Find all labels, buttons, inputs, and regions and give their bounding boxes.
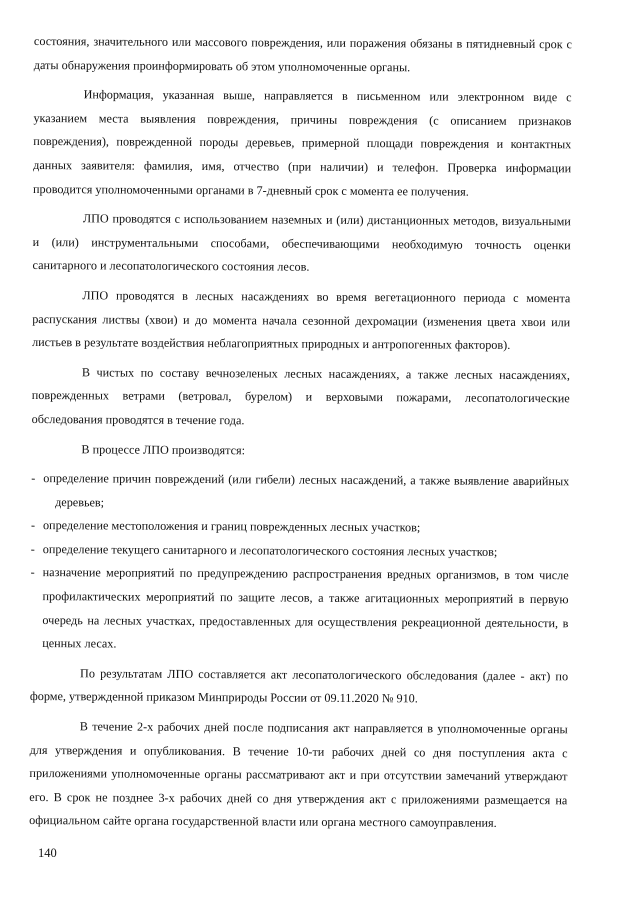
list-item xyxy=(31,538,569,565)
list-item xyxy=(30,561,569,659)
paragraph-information: Информация, указанная выше, направляется в письменном или электронном виде с указанием места выявления повреждения, причины повреждения (с описанием признаков повреждения), поврежденной породы деревьев, примерной площади повреждения и контактных данных заявителя: фамилия, имя, отчество (при наличии) и телефон. Проверка информации проводится уполномоченными органами в 7-дневный срок с момента ее получения. xyxy=(32,87,572,199)
list-dash: - xyxy=(30,541,35,556)
list-item xyxy=(31,467,569,517)
paragraph-act: По результатам ЛПО составляется акт лесопатологического обследования (далее - акт) по форме, утвержденной приказом Минприроды России от 09.11.2020 № 910. xyxy=(29,666,569,706)
list-item-text: назначение мероприятий по предупреждению распространения вредных организмов, в том числе профилактических мероприятий по защите лесов, а также агитационных мероприятий в первую очередь на лесных участках, предоставленных для осуществления рекреационной деятельности, в ценных лесах. xyxy=(42,565,569,651)
list-dash: - xyxy=(30,518,36,533)
page-number: 140 xyxy=(38,846,57,860)
paragraph-evergreen: В чистых по составу вечнозеленых лесных насаждениях, а также лесных насаждениях, поврежденных ветрами (ветровал, бурелом) и верховыми пожарами, лесопатологические обследования проводятся в течение года. xyxy=(31,365,570,428)
list-dash: - xyxy=(30,565,35,580)
paragraph-list-intro: В процессе ЛПО производятся: xyxy=(81,441,246,457)
list-dash: - xyxy=(31,471,36,486)
list-item-text: определение местоположения и границ поврежденных лесных участков; xyxy=(42,518,421,535)
list-item xyxy=(31,514,569,541)
paragraph-methods: ЛПО проводятся с использованием наземных и (или) дистанционных методов, визуальными и (или) инструментальными способами, обеспечивающими необходимую точность оценки санитарного и лесопатологического состояния лесов. xyxy=(32,211,571,275)
activities-list xyxy=(30,467,569,659)
paragraph-approval: В течение 2-х рабочих дней после подписания акт направляется в уполномоченные органы для утверждения и опубликования. В течение 10-ти рабочих дней со дня поступления акта с приложениями уполномоченные органы рассматривают акт и при отсутствии замечаний утверждают его. В срок не позднее 3-х рабочих дней со дня утверждения акт с приложениями размещается на официальном сайте органа государственной власти или органа местного самоуправления. xyxy=(29,719,568,831)
list-item-text: определение текущего санитарного и лесопатологического состояния лесных участков; xyxy=(42,541,498,559)
document-page xyxy=(29,30,572,842)
paragraph-continuation: состояния, значительного или массового повреждения, или поражения обязаны в пятидневный срок с даты обнаружения проинформировать об этом уполномоченные органы. xyxy=(33,33,572,74)
paragraph-period: ЛПО проводятся в лесных насаждениях во время вегетационного периода с момента распускания листвы (хвои) и до момента начала сезонной дехромации (изменения цвета хвои или листьев в результате воздействия неблагоприятных природных и антропогенных факторов). xyxy=(32,288,571,353)
list-item-text: определение причин повреждений (или гибели) лесных насаждений, а также выявление аварийных деревьев; xyxy=(43,471,570,510)
